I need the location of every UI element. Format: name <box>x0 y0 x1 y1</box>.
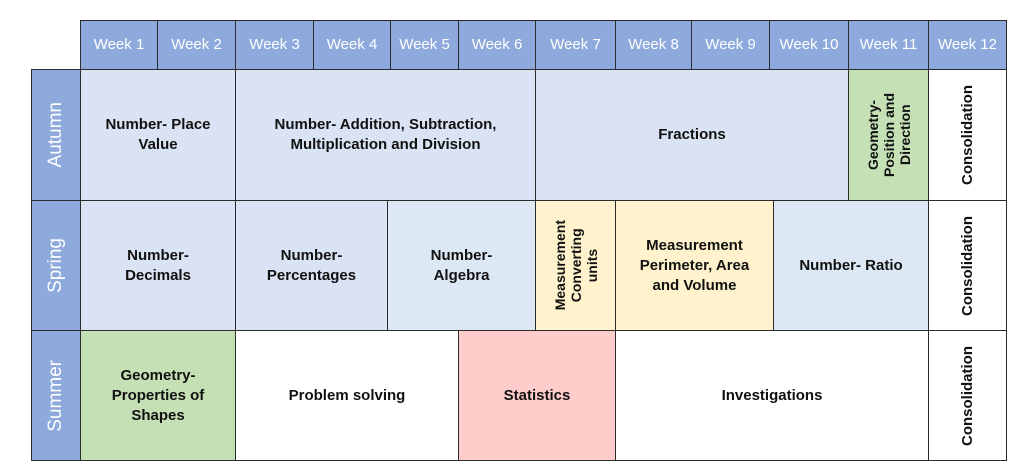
spring-decimals <box>80 200 236 331</box>
autumn-place-value-label: Number- Place Value <box>105 116 211 153</box>
summer-investigations <box>615 330 929 461</box>
autumn-fractions-label: Fractions <box>658 126 726 143</box>
week-3-header: Week 3 <box>235 20 314 70</box>
autumn-consolidation-label: Consolidation <box>958 85 976 185</box>
autumn-consolidation <box>928 69 1007 201</box>
spring-consolidation <box>928 200 1007 331</box>
summer-consolidation-label: Consolidation <box>958 345 976 446</box>
spring-ratio-label: Number- Ratio <box>799 256 903 274</box>
spring-consolidation-label: Consolidation <box>958 215 976 316</box>
spring-percentages-label: Number- Percentages <box>266 246 357 284</box>
week-1-header: Week 1 <box>80 20 158 70</box>
summer-consolidation <box>928 330 1007 461</box>
week-2-header: Week 2 <box>157 20 236 70</box>
week-8-header: Week 8 <box>615 20 692 70</box>
summer-geometry-shapes-label: Geometry- Properties of Shapes <box>111 366 205 424</box>
season-summer-label: Summer <box>45 359 66 432</box>
week-12-header: Week 12 <box>928 20 1007 70</box>
week-6-header: Week 6 <box>458 20 536 70</box>
season-spring <box>31 200 81 331</box>
spring-measurement-converting <box>535 200 616 331</box>
season-autumn <box>31 69 81 201</box>
summer-geometry-shapes <box>80 330 236 461</box>
autumn-geometry-position-label: Geometry- Position and Direction <box>864 93 913 177</box>
autumn-add-sub-mult-div-label: Number- Addition, Subtraction, Multiplication and Division <box>274 116 497 153</box>
autumn-fractions <box>535 69 849 201</box>
summer-statistics <box>458 330 616 461</box>
week-11-header: Week 11 <box>848 20 929 70</box>
week-5-header: Week 5 <box>390 20 459 70</box>
summer-problem-solving <box>235 330 459 461</box>
autumn-place-value <box>80 69 236 201</box>
week-9-header: Week 9 <box>691 20 770 70</box>
season-spring-label: Spring <box>45 238 66 293</box>
season-summer <box>31 330 81 461</box>
week-4-header: Week 4 <box>313 20 391 70</box>
spring-measurement-converting-label: Measurement Converting units <box>551 220 600 311</box>
spring-measurement-perimeter <box>615 200 774 331</box>
week-10-header: Week 10 <box>769 20 849 70</box>
autumn-geometry-position <box>848 69 929 201</box>
summer-statistics-label: Statistics <box>503 386 571 404</box>
spring-decimals-label: Number- Decimals <box>125 246 191 284</box>
week-7-header: Week 7 <box>535 20 616 70</box>
summer-investigations-label: Investigations <box>721 386 823 404</box>
spring-algebra <box>387 200 536 331</box>
spring-percentages <box>235 200 388 331</box>
autumn-add-sub-mult-div <box>235 69 536 201</box>
season-autumn-label: Autumn <box>45 102 66 168</box>
spring-ratio <box>773 200 929 331</box>
summer-problem-solving-label: Problem solving <box>288 386 406 404</box>
spring-algebra-label: Number- Algebra <box>430 246 493 284</box>
spring-measurement-perimeter-label: Measurement Perimeter, Area and Volume <box>639 236 750 294</box>
